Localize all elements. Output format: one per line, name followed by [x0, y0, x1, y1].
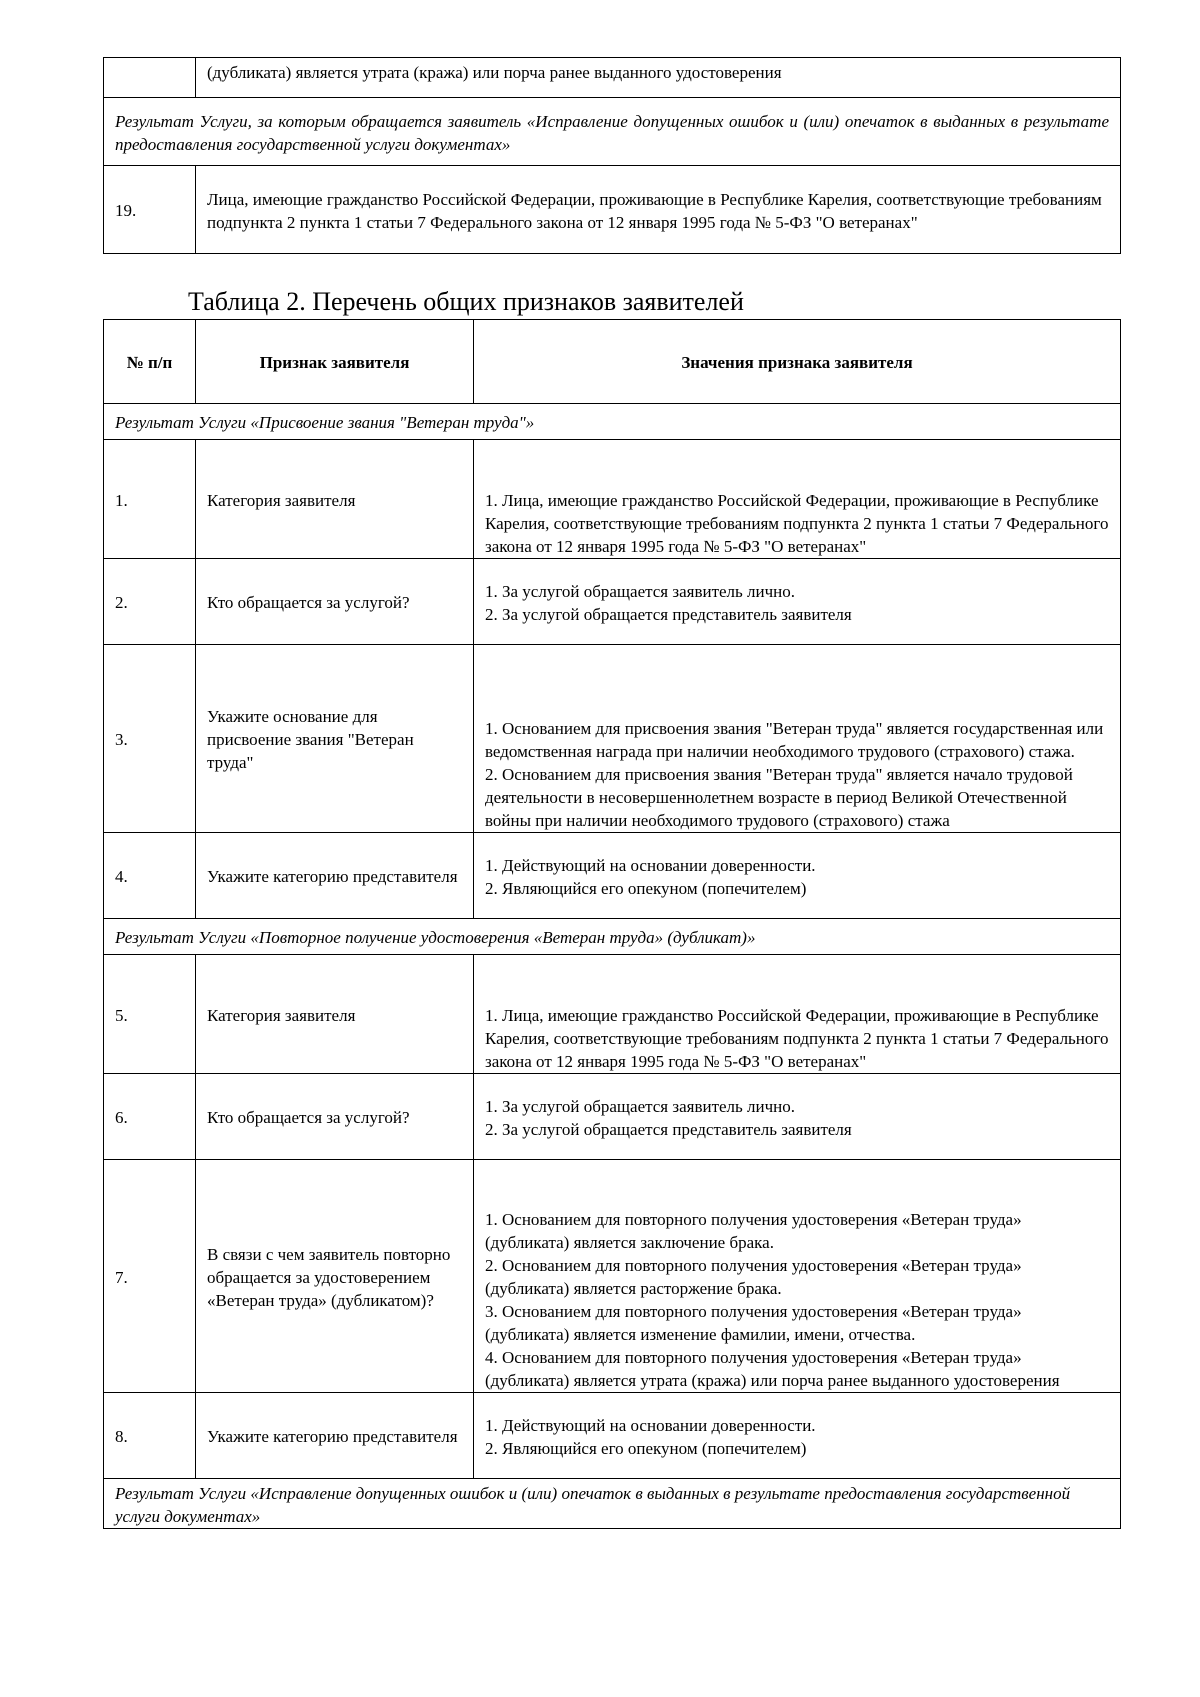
row-number: 3. — [104, 645, 196, 833]
section-row — [104, 404, 1121, 440]
row-number — [104, 58, 196, 98]
row-attr: Кто обращается за услугой? — [196, 1074, 474, 1160]
row-values: 1. Лица, имеющие гражданство Российской Федерации, проживающие в Республике Карелия, соответствующие требованиям подпункта 2 пункта 1 статьи 7 Федерального закона от 12 января 1995 года № 5-ФЗ "О ветеранах" — [474, 440, 1121, 559]
row-attr: Укажите основание для присвоение звания "Ветеран труда" — [196, 645, 474, 833]
section-title: Результат Услуги «Присвоение звания "Ветеран труда"» — [104, 404, 1121, 440]
row-number: 7. — [104, 1160, 196, 1393]
table-row — [104, 645, 1121, 833]
section-row — [104, 98, 1121, 166]
row-attr: В связи с чем заявитель повторно обращается за удостоверением «Ветеран труда» (дубликатом)? — [196, 1160, 474, 1393]
row-number: 8. — [104, 1393, 196, 1479]
row-values: 1. Лица, имеющие гражданство Российской Федерации, проживающие в Республике Карелия, соответствующие требованиям подпункта 2 пункта 1 статьи 7 Федерального закона от 12 января 1995 года № 5-ФЗ "О ветеранах" — [474, 955, 1121, 1074]
row-number: 6. — [104, 1074, 196, 1160]
table-row — [104, 1074, 1121, 1160]
table-row — [104, 955, 1121, 1074]
row-values: 1. За услугой обращается заявитель лично. 2. За услугой обращается представитель заявителя — [474, 559, 1121, 645]
row-values: 1. Основанием для повторного получения удостоверения «Ветеран труда» (дубликата) является заключение брака. 2. Основанием для повторного получения удостоверения «Ветеран труда» (дубликата) является расторжение брака. 3. Основанием для повторного получения удостоверения «Ветеран труда» (дубликата) является изменение фамилии, имени, отчества. 4. Основанием для повторного получения удостоверения «Ветеран труда» (дубликата) является утрата (кража) или порча ранее выданного удостоверения — [474, 1160, 1121, 1393]
row-attr: Категория заявителя — [196, 955, 474, 1074]
row-number: 1. — [104, 440, 196, 559]
row-number: 19. — [104, 166, 196, 254]
table-row — [104, 166, 1121, 254]
header-attr: Признак заявителя — [196, 320, 474, 404]
table-row — [104, 58, 1121, 98]
table-2 — [103, 319, 1121, 1529]
table-row — [104, 1393, 1121, 1479]
row-values: 1. Основанием для присвоения звания "Ветеран труда" является государственная или ведомственная награда при наличии необходимого трудового (страхового) стажа. 2. Основанием для присвоения звания "Ветеран труда" является начало трудовой деятельности в несовершеннолетнем возрасте в период Великой Отечественной войны при наличии необходимого трудового (страхового) стажа — [474, 645, 1121, 833]
section-title: Результат Услуги, за которым обращается заявитель «Исправление допущенных ошибок и (или) опечаток в выданных в результате предоставления государственной услуги документах» — [104, 98, 1121, 166]
section-title: Результат Услуги «Исправление допущенных ошибок и (или) опечаток в выданных в результате предоставления государственной услуги документах» — [104, 1479, 1121, 1529]
table-row — [104, 1160, 1121, 1393]
row-text: Лица, имеющие гражданство Российской Федерации, проживающие в Республике Карелия, соответствующие требованиям подпункта 2 пункта 1 статьи 7 Федерального закона от 12 января 1995 года № 5-ФЗ "О ветеранах" — [196, 166, 1121, 254]
row-attr: Укажите категорию представителя — [196, 833, 474, 919]
row-values: 1. Действующий на основании доверенности. 2. Являющийся его опекуном (попечителем) — [474, 833, 1121, 919]
row-attr: Укажите категорию представителя — [196, 1393, 474, 1479]
section-row — [104, 1479, 1121, 1529]
row-attr: Категория заявителя — [196, 440, 474, 559]
table-1 — [103, 57, 1121, 254]
section-title: Результат Услуги «Повторное получение удостоверения «Ветеран труда» (дубликат)» — [104, 919, 1121, 955]
row-number: 2. — [104, 559, 196, 645]
table-row — [104, 440, 1121, 559]
row-number: 4. — [104, 833, 196, 919]
row-number: 5. — [104, 955, 196, 1074]
header-num: № п/п — [104, 320, 196, 404]
section-row — [104, 919, 1121, 955]
row-text: (дубликата) является утрата (кража) или порча ранее выданного удостоверения — [196, 58, 1121, 98]
table-caption: Таблица 2. Перечень общих признаков заявителей — [188, 287, 744, 316]
row-attr: Кто обращается за услугой? — [196, 559, 474, 645]
table-row — [104, 833, 1121, 919]
table-row — [104, 559, 1121, 645]
row-values: 1. Действующий на основании доверенности. 2. Являющийся его опекуном (попечителем) — [474, 1393, 1121, 1479]
table-header-row — [104, 320, 1121, 404]
row-values: 1. За услугой обращается заявитель лично. 2. За услугой обращается представитель заявителя — [474, 1074, 1121, 1160]
header-values: Значения признака заявителя — [474, 320, 1121, 404]
